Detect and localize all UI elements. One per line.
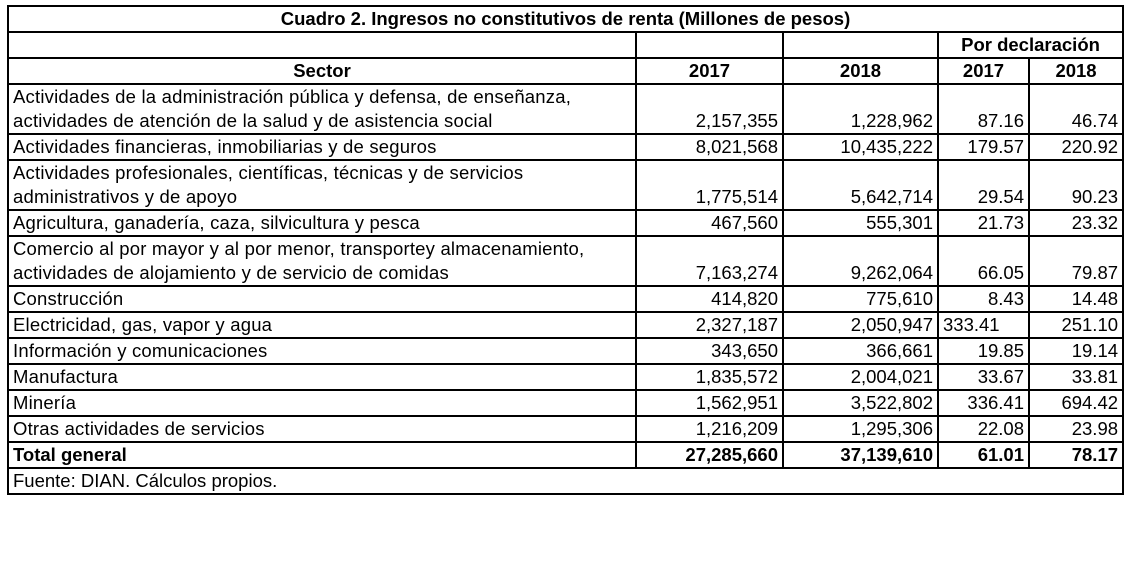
sector-cell: Comercio al por mayor y al por menor, transportey almacenamiento, actividades de alojamiento y de servicio de comidas	[8, 236, 636, 286]
year-2017-header: 2017	[636, 58, 783, 84]
income-table	[7, 5, 1124, 495]
value-2017-cell: 1,835,572	[636, 364, 783, 390]
source-note: Fuente: DIAN. Cálculos propios.	[8, 468, 1123, 494]
sector-cell: Actividades profesionales, científicas, técnicas y de servicios administrativos y de apoyo	[8, 160, 636, 210]
sector-cell: Electricidad, gas, vapor y agua	[8, 312, 636, 338]
value-2018-cell: 775,610	[783, 286, 938, 312]
total-2018-cell: 37,139,610	[783, 442, 938, 468]
pd-2017-cell: 29.54	[938, 160, 1029, 210]
table-row	[8, 338, 1123, 364]
total-pd-2018-cell: 78.17	[1029, 442, 1123, 468]
empty-header-cell	[8, 32, 636, 58]
pd-2018-cell: 220.92	[1029, 134, 1123, 160]
value-2018-cell: 5,642,714	[783, 160, 938, 210]
pd-2018-cell: 19.14	[1029, 338, 1123, 364]
value-2017-cell: 2,327,187	[636, 312, 783, 338]
value-2018-cell: 3,522,802	[783, 390, 938, 416]
value-2018-cell: 10,435,222	[783, 134, 938, 160]
table-row	[8, 210, 1123, 236]
pd-2017-cell: 8.43	[938, 286, 1029, 312]
value-2017-cell: 1,562,951	[636, 390, 783, 416]
sector-cell: Actividades de la administración pública y defensa, de enseñanza, actividades de atención de la salud y de asistencia social	[8, 84, 636, 134]
table-row	[8, 286, 1123, 312]
pd-2017-cell: 22.08	[938, 416, 1029, 442]
pd-2017-cell: 336.41	[938, 390, 1029, 416]
value-2018-cell: 1,295,306	[783, 416, 938, 442]
value-2017-cell: 1,775,514	[636, 160, 783, 210]
value-2017-cell: 1,216,209	[636, 416, 783, 442]
sector-cell: Minería	[8, 390, 636, 416]
table-container	[7, 5, 1124, 495]
pd-2017-cell: 333.41	[938, 312, 1029, 338]
table-row	[8, 84, 1123, 134]
source-row	[8, 468, 1123, 494]
pd-2018-cell: 79.87	[1029, 236, 1123, 286]
sector-header: Sector	[8, 58, 636, 84]
total-label: Total general	[8, 442, 636, 468]
total-2017-cell: 27,285,660	[636, 442, 783, 468]
value-2017-cell: 467,560	[636, 210, 783, 236]
value-2017-cell: 2,157,355	[636, 84, 783, 134]
empty-header-cell	[636, 32, 783, 58]
group-header-row	[8, 32, 1123, 58]
pd-2017-cell: 19.85	[938, 338, 1029, 364]
table-row	[8, 160, 1123, 210]
value-2017-cell: 414,820	[636, 286, 783, 312]
sector-cell: Construcción	[8, 286, 636, 312]
pd-2018-cell: 33.81	[1029, 364, 1123, 390]
pd-2017-cell: 21.73	[938, 210, 1029, 236]
por-declaracion-header: Por declaración	[938, 32, 1123, 58]
pd-2017-cell: 179.57	[938, 134, 1029, 160]
table-title: Cuadro 2. Ingresos no constitutivos de renta (Millones de pesos)	[8, 6, 1123, 32]
column-header-row	[8, 58, 1123, 84]
sector-cell: Actividades financieras, inmobiliarias y de seguros	[8, 134, 636, 160]
value-2018-cell: 366,661	[783, 338, 938, 364]
pd-2017-header: 2017	[938, 58, 1029, 84]
pd-2017-cell: 66.05	[938, 236, 1029, 286]
pd-2018-cell: 694.42	[1029, 390, 1123, 416]
pd-2018-cell: 14.48	[1029, 286, 1123, 312]
value-2018-cell: 2,004,021	[783, 364, 938, 390]
table-row	[8, 390, 1123, 416]
total-row	[8, 442, 1123, 468]
value-2018-cell: 1,228,962	[783, 84, 938, 134]
value-2018-cell: 2,050,947	[783, 312, 938, 338]
table-row	[8, 416, 1123, 442]
empty-header-cell	[783, 32, 938, 58]
value-2017-cell: 343,650	[636, 338, 783, 364]
table-title-row	[8, 6, 1123, 32]
pd-2018-cell: 23.98	[1029, 416, 1123, 442]
sector-cell: Información y comunicaciones	[8, 338, 636, 364]
sector-cell: Manufactura	[8, 364, 636, 390]
pd-2018-cell: 90.23	[1029, 160, 1123, 210]
sector-cell: Agricultura, ganadería, caza, silvicultura y pesca	[8, 210, 636, 236]
value-2017-cell: 8,021,568	[636, 134, 783, 160]
pd-2018-cell: 23.32	[1029, 210, 1123, 236]
pd-2018-header: 2018	[1029, 58, 1123, 84]
value-2018-cell: 9,262,064	[783, 236, 938, 286]
value-2018-cell: 555,301	[783, 210, 938, 236]
sector-cell: Otras actividades de servicios	[8, 416, 636, 442]
table-row	[8, 312, 1123, 338]
pd-2018-cell: 251.10	[1029, 312, 1123, 338]
year-2018-header: 2018	[783, 58, 938, 84]
table-row	[8, 134, 1123, 160]
total-pd-2017-cell: 61.01	[938, 442, 1029, 468]
pd-2018-cell: 46.74	[1029, 84, 1123, 134]
pd-2017-cell: 87.16	[938, 84, 1029, 134]
value-2017-cell: 7,163,274	[636, 236, 783, 286]
table-row	[8, 236, 1123, 286]
pd-2017-cell: 33.67	[938, 364, 1029, 390]
table-row	[8, 364, 1123, 390]
